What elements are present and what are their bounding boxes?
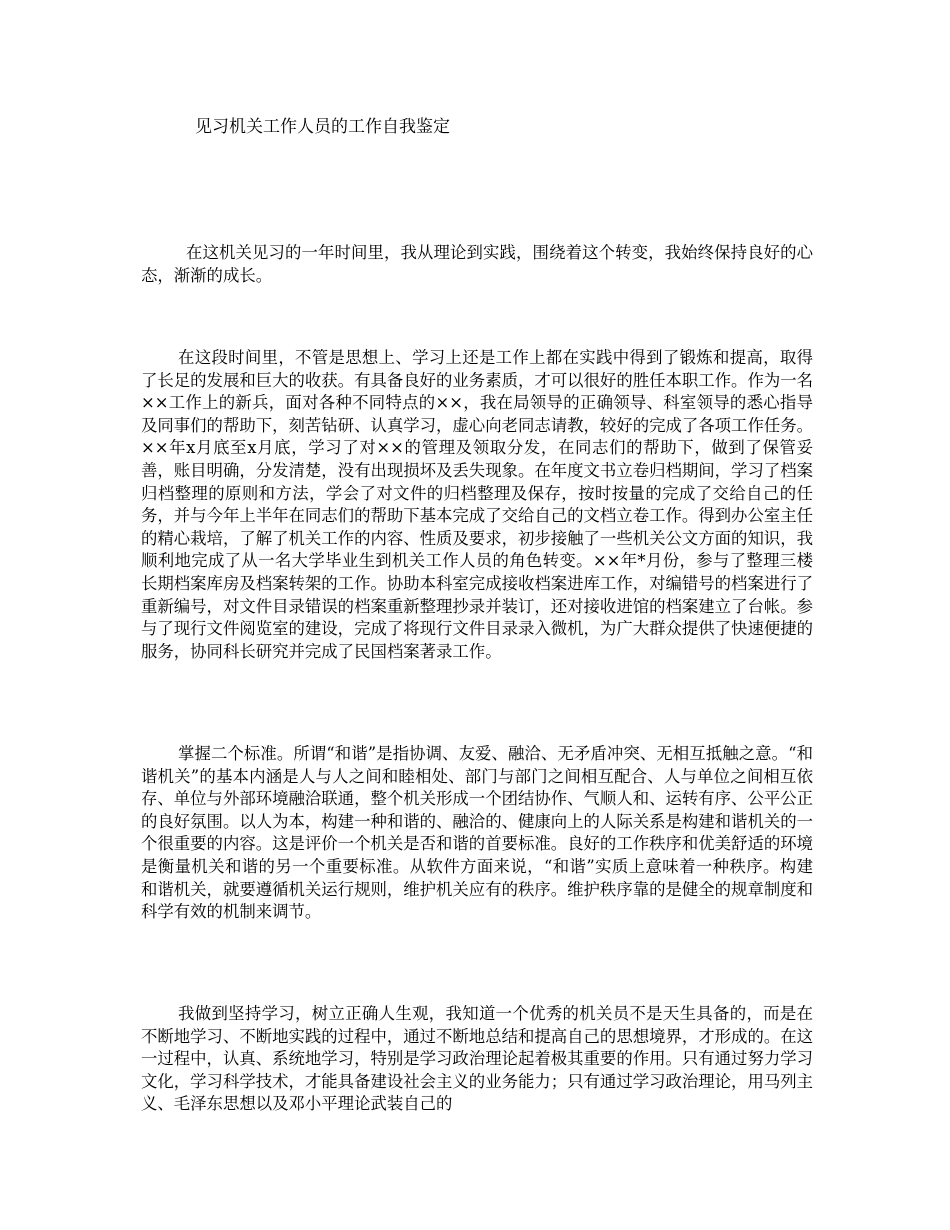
paragraph-harmony-standards: 掌握二个标准。所谓“和谐”是指协调、友爱、融洽、无矛盾冲突、无相互抵触之意。“和谐机关”的基本内涵是人与人之间和睦相处、部门与部门之间相互配合、人与单位之间相互依存、单位与外部环境融洽联通，整个机关形成一个团结协作、气顺人和、运转有序、公平公正的良好氛围。以人为本，构建一种和谐的、融洽的、健康向上的人际关系是构建和谐机关的一个很重要的内容。这是评价一个机关是否和谐的首要标准。良好的工作秩序和优美舒适的环境是衡量机关和谐的另一个重要标准。从软件方面来说，“和谐”实质上意味着一种秩序。构建和谐机关，就要遵循机关运行规则，维护机关应有的秩序。维护秩序靠的是健全的规章制度和科学有效的机制来调节。 [141,744,814,922]
paragraph-study: 我做到坚持学习，树立正确人生观，我知道一个优秀的机关员不是天生具备的，而是在不断地学习、不断地实践的过程中，通过不断地总结和提高自己的思想境界，才形成的。在这一过程中，认真、系统地学习，特别是学习政治理论起着极其重要的作用。只有通过努力学习文化，学习科学技术，才能具备建设社会主义的业务能力；只有通过学习政治理论，用马列主义、毛泽东思想以及邓小平理论武装自己的 [141,1004,814,1114]
paragraph-work-experience: 在这段时间里，不管是思想上、学习上还是工作上都在实践中得到了锻炼和提高，取得了长足的发展和巨大的收获。有具备良好的业务素质，才可以很好的胜任本职工作。作为一名××工作上的新兵，面对各种不同特点的××，我在局领导的正确领导、科室领导的悉心指导及同事们的帮助下，刻苦钻研、认真学习，虚心向老同志请教，较好的完成了各项工作任务。××年x月底至x月底，学习了对××的管理及领取分发，在同志们的帮助下，做到了保管妥善，账目明确，分发清楚，没有出现损坏及丢失现象。在年度文书立卷归档期间，学习了档案归档整理的原则和方法，学会了对文件的归档整理及保存，按时按量的完成了交给自己的任务，并与今年上半年在同志们的帮助下基本完成了交给自己的文档立卷工作。得到办公室主任的精心栽培，了解了机关工作的内容、性质及要求，初步接触了一些机关公文方面的知识，我顺利地完成了从一名大学毕业生到机关工作人员的角色转变。××年*月份，参与了整理三楼长期档案库房及档案转架的工作。协助本科室完成接收档案进库工作，对编错号的档案进行了重新编号，对文件目录错误的档案重新整理抄录并装订，还对接收进馆的档案建立了台帐。参与了现行文件阅览室的建设，完成了将现行文件目录录入微机，为广大群众提供了快速便捷的服务，协同科长研究并完成了民国档案著录工作。 [141,348,814,661]
paragraph-intro: 在这机关见习的一年时间里，我从理论到实践，围绕着这个转变，我始终保持良好的心态，渐渐的成长。 [141,243,813,285]
document-title: 见习机关工作人员的工作自我鉴定 [195,117,450,137]
